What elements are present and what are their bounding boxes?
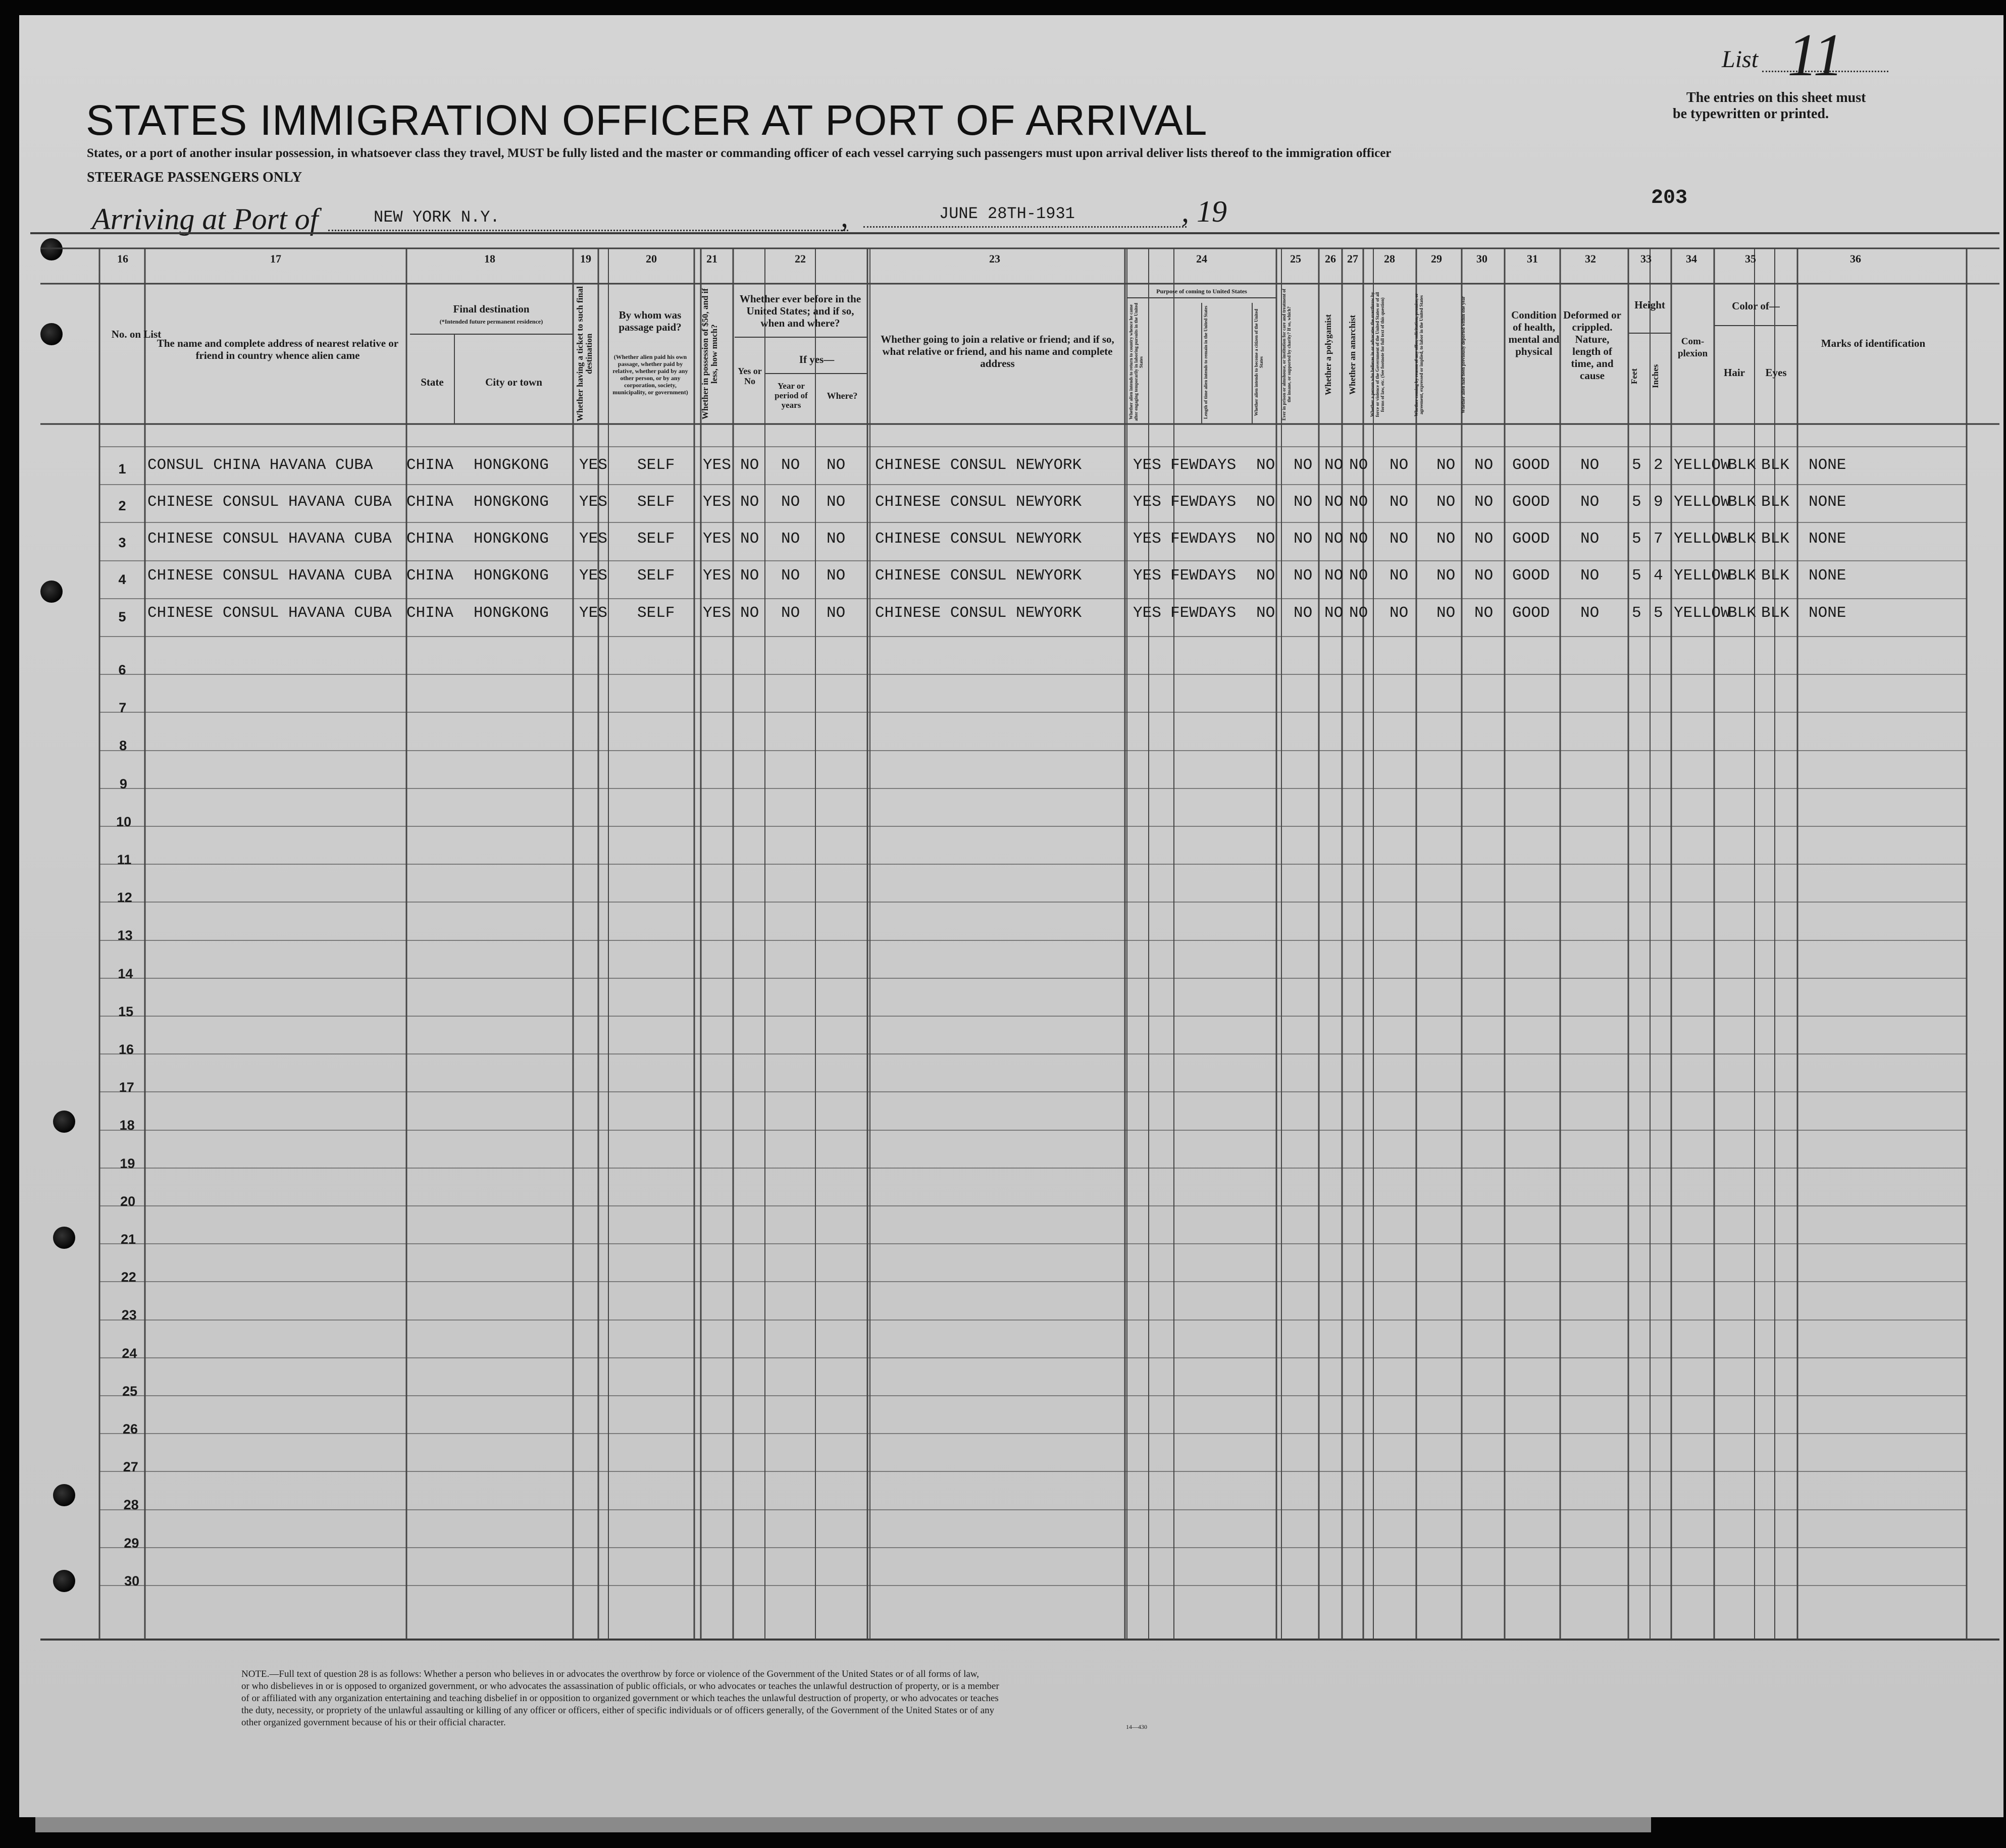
- row-number: 24: [122, 1346, 137, 1361]
- column-number: 19: [580, 252, 591, 265]
- header-no-on-list: No. on List: [111, 328, 162, 340]
- health-cell: GOOD: [1512, 567, 1550, 585]
- polygamist-cell: NO: [1324, 493, 1344, 511]
- period-cell: NO: [781, 530, 800, 548]
- purpose-length-cell: FEWDAYS: [1170, 567, 1237, 585]
- anarchist-cell: NO: [1349, 567, 1368, 585]
- row-number: 12: [117, 890, 132, 905]
- column-number: 18: [484, 252, 495, 265]
- money-cell: YES: [703, 567, 731, 585]
- deported-cell: NO: [1474, 567, 1494, 585]
- header-complexion: Com-plexion: [1677, 336, 1708, 359]
- column-number: 36: [1850, 252, 1861, 265]
- hair-cell: BLK: [1728, 493, 1756, 511]
- joining-cell: CHINESE CONSUL NEWYORK: [875, 530, 1082, 548]
- purpose-citizen-cell: NO: [1256, 530, 1275, 548]
- row-number: 7: [119, 700, 127, 715]
- relative-cell: CHINESE CONSUL HAVANA CUBA: [147, 567, 392, 585]
- header-health: Condition of health, mental and physical: [1508, 309, 1560, 357]
- header-offer: Whether coming by reason of any offer, solicitation, promise, or agreement, expressed or implied, to labor in the United States: [1414, 293, 1424, 416]
- period-cell: NO: [781, 567, 800, 585]
- complexion-cell: YELLOW: [1674, 530, 1730, 548]
- purpose-return-cell: YES: [1133, 567, 1161, 585]
- joining-cell: CHINESE CONSUL NEWYORK: [875, 604, 1082, 622]
- anarchist-cell: NO: [1349, 493, 1368, 511]
- city-cell: HONGKONG: [474, 567, 549, 585]
- header-overthrow: Whether a person who believes in or advocates the overthrow by force or violence of the Government of the United States or of all forms of law, etc. (See footnote for full text of this question): [1370, 292, 1385, 417]
- header-height: Height: [1634, 299, 1665, 311]
- header-period: Year or period of years: [775, 381, 808, 410]
- money-cell: YES: [703, 493, 731, 511]
- marks-cell: NONE: [1809, 493, 1846, 511]
- header-possession: Whether in possession of $50, and if less, how much?: [700, 288, 719, 419]
- footnote-line-4: the duty, necessity, or propriety of the unlawful assaulting or killing of any officer or officers, either of specific individuals or of officers generally, of the Government of the United States or of any: [241, 1705, 995, 1716]
- header-deported: Whether alien had been previously deported within one year: [1461, 296, 1466, 413]
- overthrow-cell: NO: [1390, 493, 1409, 511]
- form-title: STATES IMMIGRATION OFFICER AT PORT OF ARRIVAL: [86, 96, 1208, 144]
- column-number: 23: [989, 252, 1000, 265]
- overthrow-cell: NO: [1390, 456, 1409, 474]
- where-cell: NO: [827, 493, 846, 511]
- offer-cell: NO: [1436, 604, 1456, 622]
- column-number: 34: [1686, 252, 1697, 265]
- polygamist-cell: NO: [1324, 456, 1344, 474]
- row-number: 14: [118, 966, 133, 981]
- where-cell: NO: [827, 456, 846, 474]
- deformed-cell: NO: [1580, 604, 1600, 622]
- row-number: 13: [117, 928, 133, 943]
- row-number: 18: [119, 1118, 135, 1133]
- header-marks: Marks of identification: [1821, 337, 1926, 349]
- header-joining: Whether going to join a relative or friend; and if so, what relative or friend, and his name and complete address: [881, 333, 1114, 369]
- height-feet-cell: 5: [1632, 456, 1641, 474]
- row-number: 23: [121, 1307, 137, 1323]
- offer-cell: NO: [1436, 530, 1456, 548]
- form-subtitle: States, or a port of another insular possession, in whatsoever class they travel, MUST be fully listed and the master or commanding officer of each vessel carrying such passengers must upon arrival deliver lists thereof to the immigration officer: [87, 146, 1392, 160]
- purpose-length-cell: FEWDAYS: [1170, 493, 1237, 511]
- health-cell: GOOD: [1512, 530, 1550, 548]
- header-if-yes: If yes—: [799, 353, 835, 365]
- header-prison: Ever in prison or almshouse, or institution for care and treatment of the insane, or supported by charity? If so, which?: [1281, 289, 1292, 420]
- ticket-cell: YES: [579, 530, 607, 548]
- column-number: 26: [1325, 252, 1336, 265]
- header-nearest-relative: The name and complete address of nearest relative or friend in country whence alien came: [157, 337, 399, 361]
- been-before-cell: NO: [740, 456, 759, 474]
- header-purpose-length: Length of time alien intends to remain in the United States: [1203, 305, 1208, 419]
- paid-by-cell: SELF: [637, 530, 675, 548]
- row-number: 26: [122, 1421, 138, 1437]
- steerage-label: STEERAGE PASSENGERS ONLY: [87, 170, 302, 185]
- money-cell: YES: [703, 530, 731, 548]
- state-cell: CHINA: [406, 530, 454, 548]
- purpose-citizen-cell: NO: [1256, 456, 1275, 474]
- header-anarchist: Whether an anarchist: [1348, 314, 1357, 395]
- city-cell: HONGKONG: [474, 604, 549, 622]
- relative-cell: CHINESE CONSUL HAVANA CUBA: [147, 604, 392, 622]
- column-number: 30: [1476, 252, 1487, 265]
- paid-by-cell: SELF: [637, 493, 675, 511]
- row-number: 27: [123, 1459, 138, 1474]
- city-cell: HONGKONG: [474, 493, 549, 511]
- health-cell: GOOD: [1512, 493, 1550, 511]
- marks-cell: NONE: [1809, 604, 1846, 622]
- joining-cell: CHINESE CONSUL NEWYORK: [875, 493, 1082, 511]
- deported-cell: NO: [1474, 604, 1494, 622]
- deformed-cell: NO: [1580, 567, 1600, 585]
- header-ticket: Whether having a ticket to such final destination: [575, 286, 594, 421]
- row-number: 11: [117, 852, 132, 867]
- row-number: 4: [118, 572, 126, 587]
- column-number: 31: [1527, 252, 1538, 265]
- column-number: 16: [117, 252, 128, 265]
- deformed-cell: NO: [1580, 530, 1600, 548]
- where-cell: NO: [827, 604, 846, 622]
- purpose-citizen-cell: NO: [1256, 493, 1275, 511]
- row-number: 30: [124, 1573, 140, 1589]
- column-number: 27: [1347, 252, 1358, 265]
- marks-cell: NONE: [1809, 456, 1846, 474]
- eyes-cell: BLK: [1761, 456, 1789, 474]
- deported-cell: NO: [1474, 493, 1494, 511]
- header-passage-note: (Whether alien paid his own passage, whether paid by relative, whether paid by any other person, or by any corporation, society, municipality, or government): [612, 353, 688, 396]
- row-number: 16: [118, 1042, 134, 1057]
- header-purpose-citizen: Whether alien intends to become a citizen of the United States: [1254, 308, 1264, 416]
- paid-by-cell: SELF: [637, 567, 675, 585]
- header-where: Where?: [827, 391, 858, 401]
- header-final-destination: Final destination: [453, 303, 530, 315]
- been-before-cell: NO: [740, 530, 759, 548]
- eyes-cell: BLK: [1761, 567, 1789, 585]
- row-number: 20: [120, 1194, 136, 1209]
- marks-cell: NONE: [1809, 530, 1846, 548]
- money-cell: YES: [703, 456, 731, 474]
- header-polygamist: Whether a polygamist: [1323, 314, 1333, 395]
- height-feet-cell: 5: [1632, 604, 1641, 622]
- header-ever-before: Whether ever before in the United States; and if so, when and where?: [739, 293, 861, 329]
- row-number: 10: [116, 814, 132, 829]
- eyes-cell: BLK: [1761, 530, 1789, 548]
- prison-cell: NO: [1294, 604, 1313, 622]
- column-number: 33: [1640, 252, 1652, 265]
- period-cell: NO: [781, 456, 800, 474]
- state-cell: CHINA: [406, 456, 454, 474]
- row-number: 2: [118, 498, 126, 513]
- column-number: 22: [795, 252, 806, 265]
- ticket-cell: YES: [579, 604, 607, 622]
- row-number: 21: [120, 1232, 136, 1247]
- column-number: 29: [1431, 252, 1442, 265]
- entries-note-1: The entries on this sheet must: [1686, 90, 1866, 105]
- city-cell: HONGKONG: [474, 456, 549, 474]
- offer-cell: NO: [1436, 493, 1456, 511]
- purpose-return-cell: YES: [1133, 456, 1161, 474]
- purpose-citizen-cell: NO: [1256, 567, 1275, 585]
- header-purpose: Purpose of coming to United States: [1156, 288, 1247, 295]
- relative-cell: CHINESE CONSUL HAVANA CUBA: [147, 530, 392, 548]
- been-before-cell: NO: [740, 493, 759, 511]
- row-number: 25: [122, 1384, 138, 1399]
- paid-by-cell: SELF: [637, 456, 675, 474]
- row-number: 15: [118, 1004, 134, 1019]
- purpose-return-cell: YES: [1133, 604, 1161, 622]
- polygamist-cell: NO: [1324, 567, 1344, 585]
- form-code: 14—430: [1126, 1723, 1147, 1730]
- purpose-return-cell: YES: [1133, 530, 1161, 548]
- column-number: 25: [1290, 252, 1301, 265]
- list-label: List: [1722, 46, 1759, 73]
- row-number: 19: [120, 1156, 135, 1171]
- header-purpose-return: Whether alien intends to return to country whence he came after engaging temporarily in laboring pursuits in the United States: [1128, 303, 1144, 421]
- header-hair: Hair: [1724, 366, 1745, 379]
- header-eyes: Eyes: [1765, 366, 1787, 379]
- deported-cell: NO: [1474, 456, 1494, 474]
- date-value: JUNE 28TH-1931: [939, 204, 1075, 223]
- deformed-cell: NO: [1580, 456, 1600, 474]
- header-final-destination-note: (*Intended future permanent residence): [439, 318, 543, 325]
- where-cell: NO: [827, 567, 846, 585]
- relative-cell: CONSUL CHINA HAVANA CUBA: [147, 456, 373, 474]
- overthrow-cell: NO: [1390, 530, 1409, 548]
- joining-cell: CHINESE CONSUL NEWYORK: [875, 456, 1082, 474]
- where-cell: NO: [827, 530, 846, 548]
- state-cell: CHINA: [406, 604, 454, 622]
- anarchist-cell: NO: [1349, 604, 1368, 622]
- deported-cell: NO: [1474, 530, 1494, 548]
- height-inches-cell: 9: [1654, 493, 1663, 511]
- column-number: 24: [1196, 252, 1207, 265]
- entries-note-2: be typewritten or printed.: [1673, 106, 1829, 122]
- header-state: State: [421, 376, 444, 388]
- column-number: 17: [270, 252, 281, 265]
- health-cell: GOOD: [1512, 604, 1550, 622]
- marks-cell: NONE: [1809, 567, 1846, 585]
- hair-cell: BLK: [1728, 456, 1756, 474]
- column-number: 35: [1745, 252, 1756, 265]
- hair-cell: BLK: [1728, 567, 1756, 585]
- row-number: 5: [118, 609, 126, 624]
- row-number: 9: [119, 776, 127, 791]
- footnote-line-3: of or affiliated with any organization entertaining and teaching disbelief in or opposition to organized government or which teaches the unlawful destruction of property, or who advocates or teaches: [241, 1693, 999, 1704]
- period-cell: NO: [781, 604, 800, 622]
- row-number: 3: [118, 535, 126, 550]
- height-inches-cell: 5: [1654, 604, 1663, 622]
- column-number: 21: [706, 252, 717, 265]
- polygamist-cell: NO: [1324, 604, 1344, 622]
- row-number: 6: [118, 662, 126, 677]
- complexion-cell: YELLOW: [1674, 567, 1730, 585]
- anarchist-cell: NO: [1349, 530, 1368, 548]
- height-inches-cell: 7: [1654, 530, 1663, 548]
- column-number: 28: [1384, 252, 1395, 265]
- row-number: 17: [119, 1080, 134, 1095]
- complexion-cell: YELLOW: [1674, 604, 1730, 622]
- footnote-line-5: other organized government because of his or their official character.: [241, 1717, 506, 1728]
- state-cell: CHINA: [406, 493, 454, 511]
- list-number: 11: [1787, 21, 1844, 88]
- header-feet: Feet: [1629, 368, 1639, 384]
- year-prefix: , 19: [1181, 195, 1227, 228]
- prison-cell: NO: [1294, 530, 1313, 548]
- arriving-label: Arriving at Port of: [92, 202, 319, 236]
- column-number: 32: [1585, 252, 1596, 265]
- period-cell: NO: [781, 493, 800, 511]
- height-feet-cell: 5: [1632, 567, 1641, 585]
- row-number: 1: [118, 461, 126, 477]
- row-number: 8: [119, 738, 127, 753]
- port-value: NEW YORK N.Y.: [374, 208, 500, 227]
- overthrow-cell: NO: [1390, 604, 1409, 622]
- header-color-of: Color of—: [1732, 300, 1780, 312]
- health-cell: GOOD: [1512, 456, 1550, 474]
- row-number: 28: [123, 1497, 139, 1512]
- eyes-cell: BLK: [1761, 493, 1789, 511]
- money-cell: YES: [703, 604, 731, 622]
- joining-cell: CHINESE CONSUL NEWYORK: [875, 567, 1082, 585]
- height-feet-cell: 5: [1632, 493, 1641, 511]
- header-inches: Inches: [1651, 364, 1660, 388]
- hair-cell: BLK: [1728, 604, 1756, 622]
- paid-by-cell: SELF: [637, 604, 675, 622]
- footnote-line-1: NOTE.—Full text of question 28 is as follows: Whether a person who believes in or advocates the overthrow by force or violence of the Government of the United States or of all forms of law,: [241, 1669, 980, 1679]
- overthrow-cell: NO: [1390, 567, 1409, 585]
- height-inches-cell: 4: [1654, 567, 1663, 585]
- height-feet-cell: 5: [1632, 530, 1641, 548]
- height-inches-cell: 2: [1654, 456, 1663, 474]
- purpose-return-cell: YES: [1133, 493, 1161, 511]
- prison-cell: NO: [1294, 567, 1313, 585]
- been-before-cell: NO: [740, 567, 759, 585]
- been-before-cell: NO: [740, 604, 759, 622]
- offer-cell: NO: [1436, 567, 1456, 585]
- relative-cell: CHINESE CONSUL HAVANA CUBA: [147, 493, 392, 511]
- deformed-cell: NO: [1580, 493, 1600, 511]
- state-cell: CHINA: [406, 567, 454, 585]
- offer-cell: NO: [1436, 456, 1456, 474]
- polygamist-cell: NO: [1324, 530, 1344, 548]
- header-deformed: Deformed or crippled. Nature, length of time, and cause: [1563, 309, 1621, 382]
- anarchist-cell: NO: [1349, 456, 1368, 474]
- prison-cell: NO: [1294, 493, 1313, 511]
- footnote-line-2: or who disbelieves in or is opposed to organized government, or who advocates the assassination of public officials, or who advocates or teaches the unlawful destruction of property, or is a member: [241, 1681, 999, 1692]
- header-yes-no: Yes or No: [738, 366, 762, 386]
- port-comma: ,: [841, 200, 848, 233]
- purpose-length-cell: FEWDAYS: [1170, 530, 1237, 548]
- prison-cell: NO: [1294, 456, 1313, 474]
- purpose-length-cell: FEWDAYS: [1170, 456, 1237, 474]
- ticket-cell: YES: [579, 567, 607, 585]
- complexion-cell: YELLOW: [1674, 456, 1730, 474]
- row-number: 29: [124, 1536, 139, 1551]
- city-cell: HONGKONG: [474, 530, 549, 548]
- header-city: City or town: [485, 376, 542, 388]
- header-passage-by: By whom was passage paid?: [619, 309, 682, 333]
- purpose-length-cell: FEWDAYS: [1170, 604, 1237, 622]
- ticket-cell: YES: [579, 456, 607, 474]
- eyes-cell: BLK: [1761, 604, 1789, 622]
- ticket-cell: YES: [579, 493, 607, 511]
- page-number: 203: [1651, 187, 1688, 209]
- purpose-citizen-cell: NO: [1256, 604, 1275, 622]
- hair-cell: BLK: [1728, 530, 1756, 548]
- complexion-cell: YELLOW: [1674, 493, 1730, 511]
- row-number: 22: [121, 1270, 136, 1285]
- column-number: 20: [646, 252, 657, 265]
